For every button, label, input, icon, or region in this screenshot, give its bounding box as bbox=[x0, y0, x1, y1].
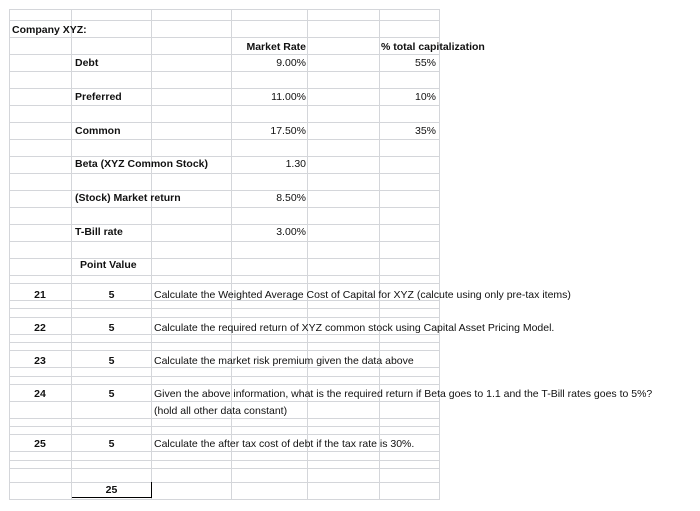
gridline-horizontal bbox=[9, 224, 440, 225]
header-market-rate: Market Rate bbox=[246, 41, 306, 53]
question-number[interactable]: 23 bbox=[34, 355, 46, 367]
question-points[interactable]: 5 bbox=[108, 388, 115, 400]
preferred-capitalization[interactable]: 10% bbox=[414, 91, 436, 103]
row-label-tbill[interactable]: T-Bill rate bbox=[75, 226, 123, 238]
tbill-value[interactable]: 3.00% bbox=[276, 226, 306, 238]
question-text[interactable]: Calculate the Weighted Average Cost of Capital for XYZ (calcute using only pre-tax items) bbox=[154, 289, 571, 301]
gridline-horizontal bbox=[9, 207, 440, 208]
gridline-vertical bbox=[9, 9, 10, 499]
gridline-horizontal bbox=[9, 54, 440, 55]
question-number[interactable]: 22 bbox=[34, 322, 46, 334]
common-capitalization[interactable]: 35% bbox=[414, 125, 436, 137]
gridline-vertical bbox=[379, 9, 380, 499]
preferred-market-rate[interactable]: 11.00% bbox=[271, 91, 306, 103]
debt-capitalization[interactable]: 55% bbox=[414, 57, 436, 69]
gridline-vertical bbox=[151, 9, 152, 499]
gridline-horizontal bbox=[9, 283, 440, 284]
company-title: Company XYZ: bbox=[12, 24, 87, 36]
gridline-horizontal bbox=[9, 275, 440, 276]
gridline-horizontal bbox=[9, 88, 440, 89]
gridline-vertical bbox=[231, 9, 232, 499]
question-number[interactable]: 21 bbox=[34, 289, 46, 301]
gridline-horizontal bbox=[9, 139, 440, 140]
gridline-horizontal bbox=[9, 350, 440, 351]
question-points[interactable]: 5 bbox=[108, 438, 115, 450]
gridline-horizontal bbox=[9, 451, 440, 452]
row-label-market-return[interactable]: (Stock) Market return bbox=[75, 192, 181, 204]
gridline-horizontal bbox=[9, 468, 440, 469]
common-market-rate[interactable]: 17.50% bbox=[270, 125, 306, 137]
question-points[interactable]: 5 bbox=[108, 355, 115, 367]
gridline-horizontal bbox=[9, 342, 440, 343]
beta-value[interactable]: 1.30 bbox=[285, 158, 306, 170]
gridline-horizontal bbox=[9, 434, 440, 435]
gridline-horizontal bbox=[9, 460, 440, 461]
gridline-vertical bbox=[307, 9, 308, 499]
gridline-vertical bbox=[71, 9, 72, 499]
gridline-horizontal bbox=[9, 241, 440, 242]
gridline-horizontal bbox=[9, 418, 440, 419]
gridline-horizontal bbox=[9, 384, 440, 385]
question-text-continued[interactable]: (hold all other data constant) bbox=[154, 405, 288, 417]
gridline-horizontal bbox=[9, 9, 440, 10]
question-number[interactable]: 24 bbox=[34, 388, 46, 400]
gridline-vertical bbox=[439, 9, 440, 499]
gridline-horizontal bbox=[9, 156, 440, 157]
question-points[interactable]: 5 bbox=[108, 289, 115, 301]
question-points[interactable]: 5 bbox=[108, 322, 115, 334]
gridline-horizontal bbox=[9, 122, 440, 123]
question-text[interactable]: Calculate the market risk premium given the data above bbox=[154, 355, 414, 367]
gridline-horizontal bbox=[9, 426, 440, 427]
gridline-horizontal bbox=[9, 37, 440, 38]
header-total-capitalization: % total capitalization bbox=[381, 41, 485, 53]
gridline-horizontal bbox=[9, 499, 440, 500]
gridline-horizontal bbox=[9, 308, 440, 309]
gridline-horizontal bbox=[9, 190, 440, 191]
gridline-horizontal bbox=[9, 105, 440, 106]
question-number[interactable]: 25 bbox=[34, 438, 46, 450]
gridline-horizontal bbox=[9, 317, 440, 318]
gridline-horizontal bbox=[9, 173, 440, 174]
row-label-debt[interactable]: Debt bbox=[75, 57, 99, 69]
question-text[interactable]: Given the above information, what is the required return if Beta goes to 1.1 and the T-Bill rates goes to 5%? bbox=[154, 388, 653, 400]
gridline-horizontal bbox=[9, 258, 440, 259]
row-label-common[interactable]: Common bbox=[75, 125, 121, 137]
total-points[interactable]: 25 bbox=[105, 484, 118, 496]
row-label-preferred[interactable]: Preferred bbox=[75, 91, 122, 103]
gridline-horizontal bbox=[9, 71, 440, 72]
market-return-value[interactable]: 8.50% bbox=[276, 192, 306, 204]
gridline-horizontal bbox=[9, 401, 440, 402]
row-label-beta[interactable]: Beta (XYZ Common Stock) bbox=[75, 158, 209, 170]
point-value-header: Point Value bbox=[80, 259, 137, 271]
question-text[interactable]: Calculate the after tax cost of debt if the tax rate is 30%. bbox=[154, 438, 415, 450]
gridline-horizontal bbox=[9, 20, 440, 21]
debt-market-rate[interactable]: 9.00% bbox=[276, 57, 306, 69]
gridline-horizontal bbox=[9, 376, 440, 377]
question-text[interactable]: Calculate the required return of XYZ common stock using Capital Asset Pricing Model. bbox=[154, 322, 555, 334]
